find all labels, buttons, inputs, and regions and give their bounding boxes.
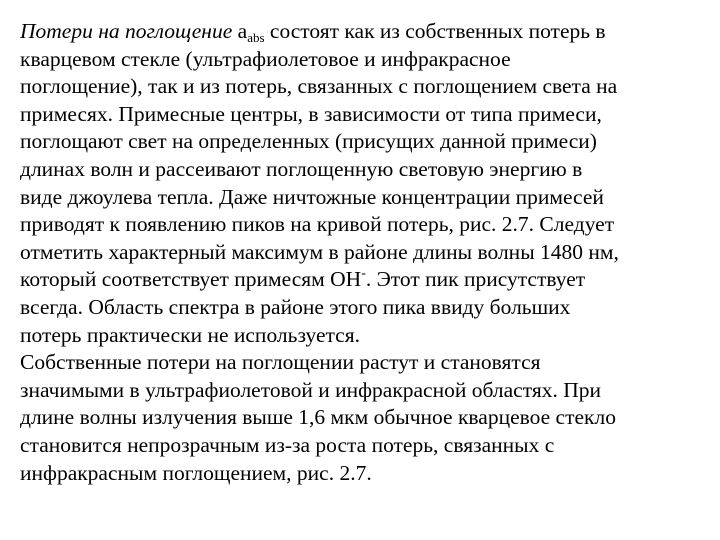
text-line: виде джоулева тепла. Даже ничтожные концентрации примесей [20,184,604,209]
text-line [20,18,700,46]
paragraph-intrinsic-losses [20,349,700,487]
text-line: поглощение), так и из потерь, связанных с поглощением света на [20,74,618,99]
paragraph-absorption-losses [20,18,700,349]
text-line: Собственные потери на поглощении растут и становятся [20,350,541,375]
text-line: приводят к появлению пиков на кривой потерь, рис. 2.7. Следует [20,212,615,237]
text-line: кварцевом стекле (ультрафиолетовое и инфракрасное [20,46,511,71]
body-text [20,18,700,487]
text-line: длине волны излучения выше 1,6 мкм обычное кварцевое стекло [20,405,616,430]
text-line: поглощают свет на определенных (присущих данной примеси) [20,129,597,154]
line-text: состоят как из собственных потерь в [264,19,606,43]
text-line: всегда. Область спектра в районе этого пика ввиду больших [20,294,571,319]
superscript-minus: - [361,266,366,282]
symbol-a: a [237,19,248,43]
symbol-subscript-abs: abs [247,30,265,45]
line-text: . Этот пик присутствует [365,267,586,292]
text-line [20,266,700,294]
text-line: становится непрозрачным из-за роста потерь, связанных с [20,432,555,457]
line-text: который соответствует примесям OH [20,267,362,292]
text-line: инфракрасным поглощением, рис. 2.7. [20,460,372,485]
text-line: длинах волн и рассеивают поглощенную световую энергию в [20,156,583,181]
text-line: значимыми в ультрафиолетовой и инфракрасной областях. При [20,377,601,402]
text-line: отметить характерный максимум в районе длины волны 1480 нм, [20,239,619,264]
text-line: потерь практически не используется. [20,322,360,347]
term-absorption-losses: Потери на поглощение [20,19,233,43]
text-line: примесях. Примесные центры, в зависимости от типа примеси, [20,101,602,126]
